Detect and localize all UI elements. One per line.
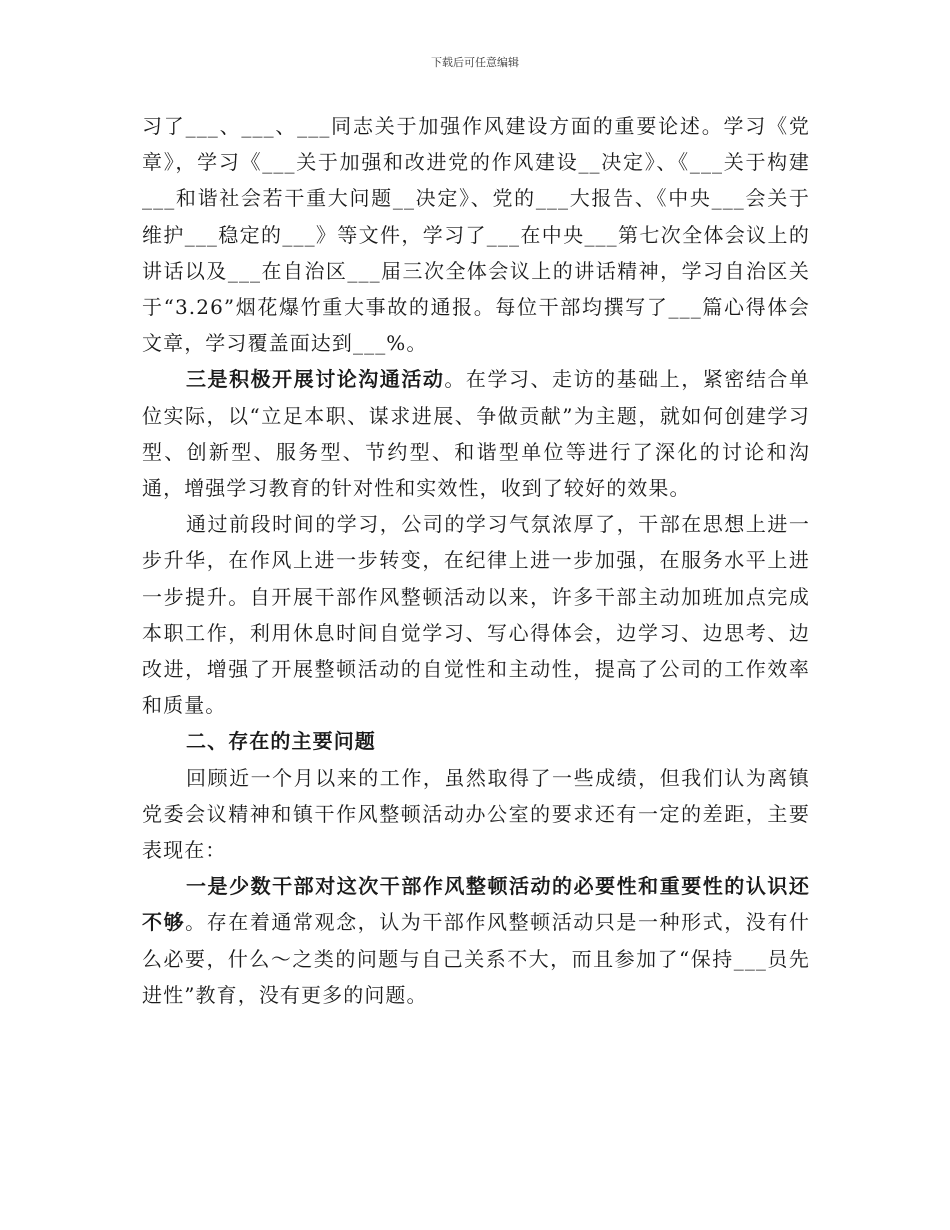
paragraph-review: 回顾近一个月以来的工作，虽然取得了一些成绩，但我们认为离镇党委会议精神和镇干作风整顿活动办公室的要求还有一定的差距，主要表现在：: [142, 765, 810, 863]
paragraph-lead-bold: 一是少数干部对这次干部作风整顿活动的必要性和重要性的认识还不够: [142, 874, 810, 935]
paragraph-study-results: 通过前段时间的学习，公司的学习气氛浓厚了，干部在思想上进一步升华，在作风上进一步转变，在纪律上进一步加强，在服务水平上进一步提升。自开展干部作风整顿活动以来，许多干部主动加班加点完成本职工作，利用休息时间自觉学习、写心得体会，边学习、边思考、边改进，增强了开展整顿活动的自觉性和主动性，提高了公司的工作效率和质量。: [142, 512, 810, 718]
paragraph-discussion-activity: [142, 361, 810, 506]
document-body: [142, 108, 810, 1013]
paragraph-study-content: 习了___、___、___同志关于加强作风建设方面的重要论述。学习《党章》，学习《___关于加强和改进党的作风建设__决定》、《___关于构建___和谐社会若干重大问题__决定》、党的___大报告、《中央___会关于维护___稳定的___》等文件，学习了___在中央___第七次全体会议上的讲话以及___在自治区___届三次全体会议上的讲话精神，学习自治区关于“3.26”烟花爆竹重大事故的通报。每位干部均撰写了___篇心得体会文章，学习覆盖面达到___%。: [142, 114, 810, 356]
page-header: 下载后可任意编辑: [431, 56, 519, 69]
paragraph-problem-one: [142, 868, 810, 1013]
paragraph-body-text: 。存在着通常观念，认为干部作风整顿活动只是一种形式，没有什么必要，什么～之类的问题与自己关系不大，而且参加了“保持___员先进性”教育，没有更多的问题。: [142, 910, 811, 1007]
paragraph-lead-bold: 三是积极开展讨论沟通活动: [186, 367, 445, 392]
paragraph-body-text: 。在学习、走访的基础上，紧密结合单位实际，以“立足本职、谋求进展、争做贡献”为主题，就如何创建学习型、创新型、服务型、节约型、和谐型单位等进行了深化的讨论和沟通，增强学习教育的针对性和实效性，收到了较好的效果。: [142, 367, 811, 501]
section-heading: 二、存在的主要问题: [186, 729, 376, 754]
